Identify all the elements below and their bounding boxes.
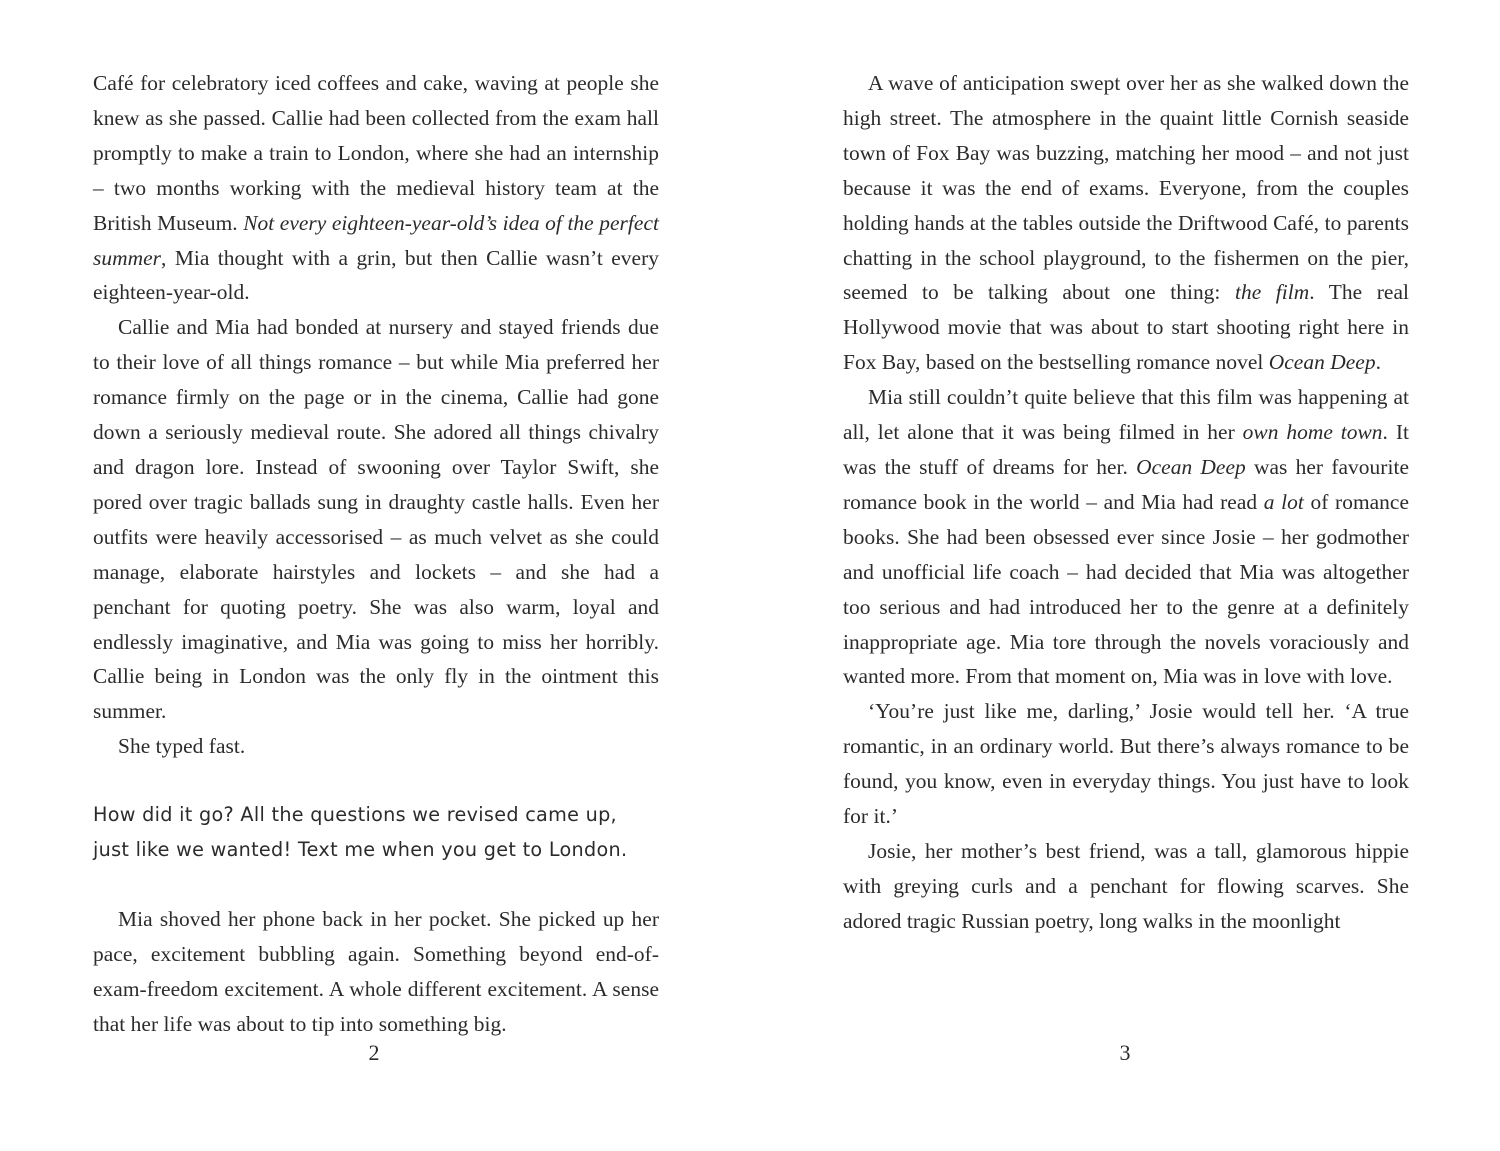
paragraph-text: A wave of anticipation swept over her as she walked down the high street. The atmosphere in the quaint little Cornish seaside town of Fox Bay was buzzing, matching her mood – and not just because it was the end of exams. Everyone, from the couples holding hands at the tables outside the Driftwood Café, to parents chatting in the school playground, to the fishermen on the pier, seemed to be talking about one thing: (843, 71, 1409, 305)
paragraph: She typed fast. (118, 734, 246, 759)
paragraph (843, 66, 1409, 380)
page-number: 2 (368, 1040, 380, 1065)
right-page-body (843, 66, 1409, 939)
paragraph-text: . The real Hollywood movie that was about to start shooting right here in Fox Bay, based on the bestselling romance novel (843, 280, 1409, 375)
italic-text: own home town (1242, 420, 1383, 445)
left-page-body (93, 66, 659, 1042)
text-message-line: How did it go? All the questions we revised came up, (93, 803, 617, 827)
paragraph-text: was her favourite romance book in the world – and Mia had read (843, 454, 1409, 514)
paragraph (843, 380, 1409, 694)
italic-text: a lot (1263, 489, 1304, 514)
paragraph-text: Mia still couldn’t quite believe that this film was happening at all, let alone that it was being filmed in her (843, 385, 1409, 445)
paragraph-text: , Mia thought with a grin, but then Callie wasn’t every eighteen-year-old. (93, 245, 659, 305)
paragraph (93, 66, 659, 310)
text-message-line: just like we wanted! Text me when you get to London. (93, 838, 628, 862)
italic-text: Not every eighteen-year-old’s idea of the perfect summer (93, 210, 659, 270)
italic-text: Ocean Deep (1268, 350, 1376, 375)
paragraph-text: of romance books. She had been obsessed ever since Josie – her godmother and unofficial life coach – had decided that Mia was altogether too serious and had introduced her to the genre at a definitely inappropriate age. Mia tore through the novels voraciously and wanted more. From that moment on, Mia was in love with love. (843, 489, 1410, 689)
italic-text: the film (1234, 280, 1310, 305)
paragraph: Callie and Mia had bonded at nursery and stayed friends due to their love of all things romance – but while Mia preferred her romance firmly on the page or in the cinema, Callie had gone down a seriously medieval route. She adored all things chivalry and dragon lore. Instead of swooning over Taylor Swift, she pored over tragic ballads sung in draughty castle halls. Even her outfits were heavily accessorised – as much velvet as she could manage, elaborate hairstyles and lockets – and she had a penchant for quoting poetry. She was also warm, loyal and endlessly imaginative, and Mia was going to miss her horribly. Callie being in London was the only fly in the ointment this summer. (93, 315, 659, 724)
paragraph: ‘You’re just like me, darling,’ Josie would tell her. ‘A true romantic, in an ordinary world. But there’s always romance to be found, you know, even in everyday things. You just have to look for it.’ (843, 699, 1409, 829)
left-page (93, 66, 659, 1036)
paragraph: Josie, her mother’s best friend, was a tall, glamorous hippie with greying curls and a penchant for flowing scarves. She adored tragic Russian poetry, long walks in the moonlight (843, 838, 1409, 933)
paragraph: Mia shoved her phone back in her pocket. She picked up her pace, excitement bubbling again. Something beyond end-of-exam-freedom excitement. A whole different excitement. A sense that her life was about to tip into something big. (93, 906, 659, 1036)
text-message (93, 798, 659, 868)
right-page (843, 66, 1409, 1026)
paragraph-text: . It was the stuff of dreams for her. (843, 420, 1409, 479)
paragraph-text: Café for celebratory iced coffees and cake, waving at people she knew as she passed. Callie had been collected from the exam hall promptly to make a train to London, where she had an internship – two months working with the medieval history team at the British Museum. (93, 71, 659, 235)
italic-text: Ocean Deep (1136, 454, 1246, 479)
page-number: 3 (1119, 1040, 1131, 1065)
paragraph-text: . (1375, 350, 1381, 375)
